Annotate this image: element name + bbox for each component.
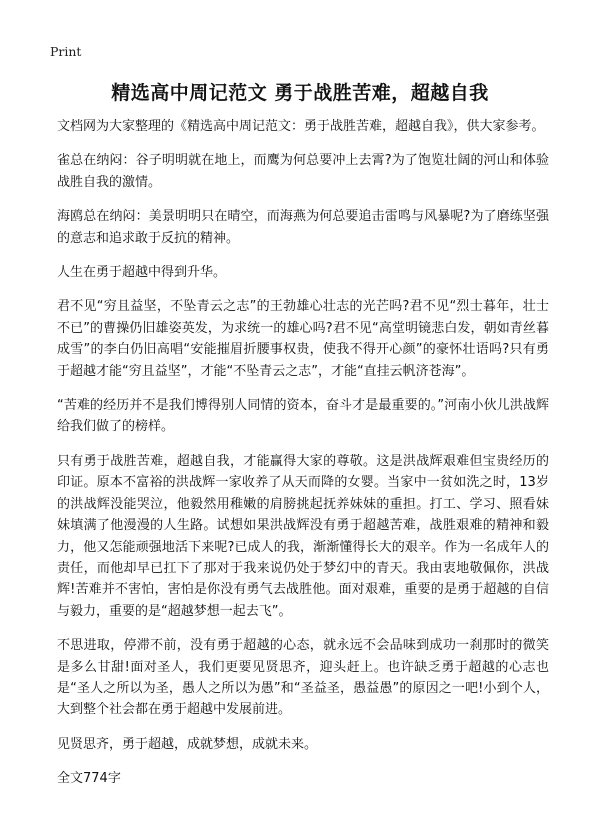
word-count: 全文774字 — [57, 771, 121, 787]
document-title: 精选高中周记范文 勇于战胜苦难，超越自我 — [111, 82, 489, 104]
paragraph-hong-zhanhui: 只有勇于战胜苦难，超越自我，才能赢得大家的尊敬。这是洪战辉艰难但宝贵经历的印证。原本不富裕的洪战辉一家收养了从天而降的女婴。当家中一贫如洗之时，13岁的洪战辉没能哭泣，他毅然用稚嫩的肩膀挑起抚养妹妹的重担。打工、学习、照看妹妹填满了他漫漫的人生路。试想如果洪战辉没有勇于超越苦难，战胜艰难的精神和毅力，他又怎能顽强地活下来呢?已成人的我，渐渐懂得长大的艰辛。作为一名成年人的责任，而他却早已扛下了那对于我来说仍处于梦幻中的青天。我由衷地敬佩你，洪战辉!苦难并不害怕，害怕是你没有勇气去战胜他。面对艰难，重要的是勇于超越的自信与毅力，重要的是“超越梦想一起去飞”。 — [57, 453, 549, 619]
paragraph-progress: 不思进取，停滞不前，没有勇于超越的心态，就永远不会品味到成功一刹那时的微笑是多么甘甜!面对圣人，我们更要见贤思齐，迎头赶上。也许缺乏勇于超越的心志也是“圣人之所以为圣，愚人之所以为愚”和“圣益圣，愚益愚”的原因之一吧!小到个人，大到整个社会都在勇于超越中发展前进。 — [57, 638, 549, 718]
paragraph-thesis: 人生在勇于超越中得到升华。 — [57, 265, 227, 281]
paragraph-sparrow: 雀总在纳闷：谷子明明就在地上，而鹰为何总要冲上去霄?为了饱览壮阔的河山和体验战胜自我的激情。 — [57, 153, 549, 190]
paragraph-conclusion: 见贤思齐，勇于超越，成就梦想，成就未来。 — [57, 736, 318, 752]
paragraph-quote: “苦难的经历并不是我们博得别人同情的资本，奋斗才是最重要的。”河南小伙儿洪战辉给我们做了的榜样。 — [57, 398, 549, 435]
paragraph-intro: 文档网为大家整理的《精选高中周记范文：勇于战胜苦难，超越自我》，供大家参考。 — [57, 119, 545, 134]
article-body — [57, 116, 549, 789]
paragraph-seagull: 海鸥总在纳闷：美景明明只在晴空，而海燕为何总要追击雷鸣与风暴呢?为了磨练坚强的意志和追求敢于反抗的精神。 — [57, 209, 549, 246]
paragraph-poets: 君不见“穷且益坚，不坠青云之志”的王勃雄心壮志的光芒吗?君不见“烈士暮年，壮士不已”的曹操仍旧雄姿英发，为求统一的雄心吗?君不见“高堂明镜悲白发，朝如青丝暮成雪”的李白仍旧高唱“安能摧眉折腰事权贵，使我不得开心颜”的豪怀壮语吗?只有勇于超越才能“穷且益坚”，才能“不坠青云之志”，才能“直挂云帆济苍海”。 — [57, 299, 549, 379]
print-link[interactable]: Print — [50, 44, 82, 59]
